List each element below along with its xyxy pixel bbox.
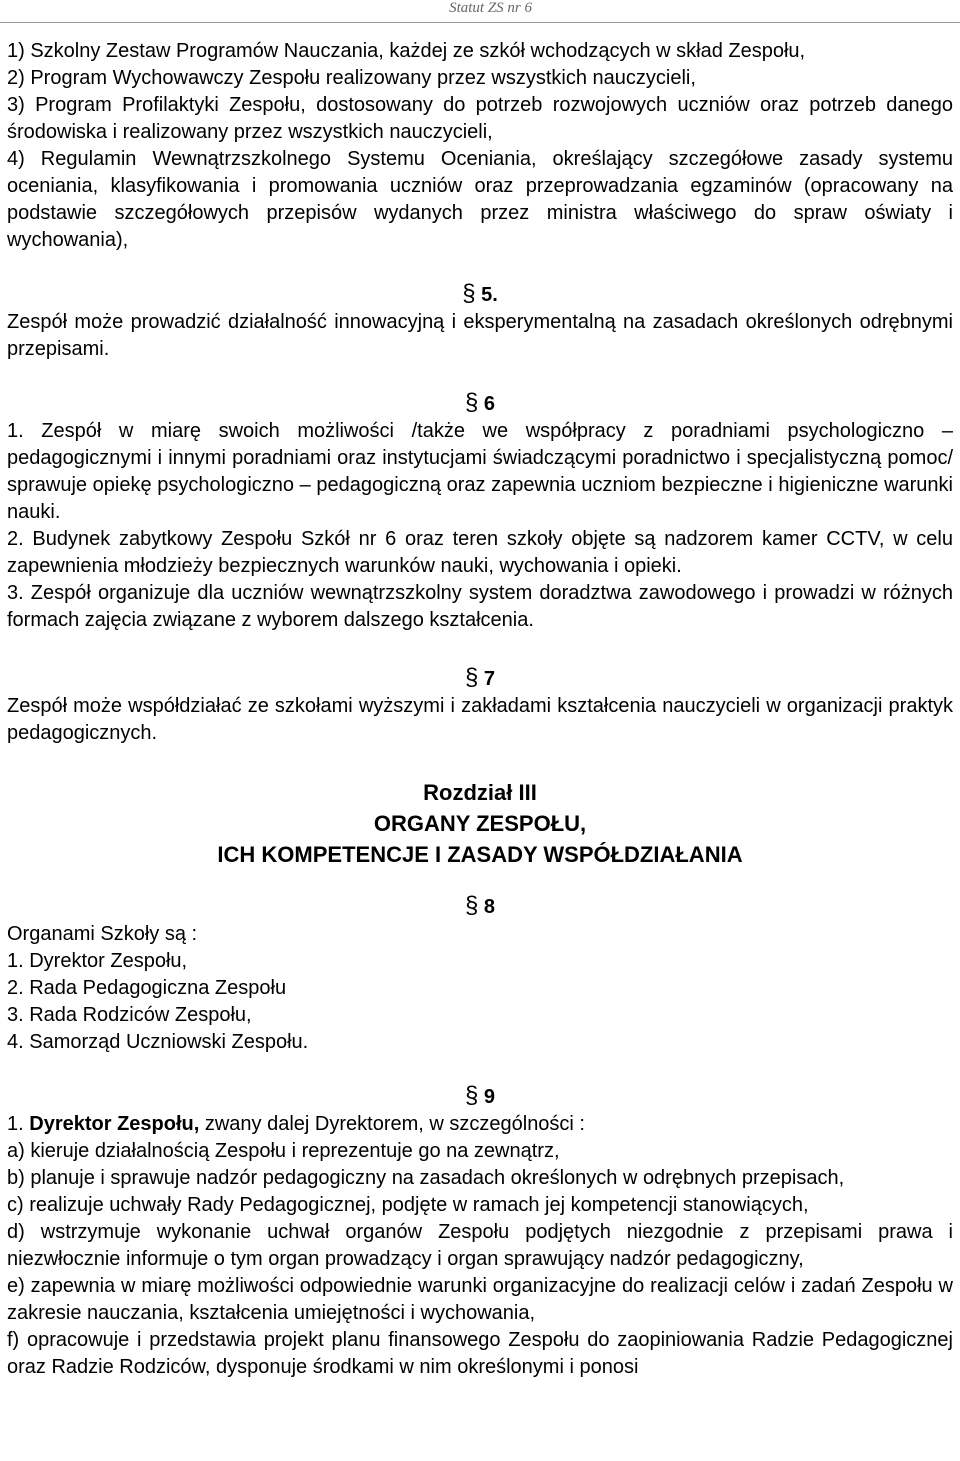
section-number: 8 [483, 896, 496, 918]
page-header [0, 0, 960, 23]
section-sign: § [464, 1082, 479, 1109]
section-number: 6 [483, 393, 496, 415]
organ-item-4: 4. Samorząd Uczniowski Zespołu. [7, 1031, 309, 1053]
lead-number: 1. [7, 1113, 24, 1135]
director-duty-e: e) zapewnia w miarę możliwości odpowiednie warunki organizacyjne do realizacji celów i zadań Zespołu w zakresie nauczania, kształcenia umiejętności i wychowania, [7, 1275, 953, 1324]
section-6-heading [7, 389, 953, 418]
intro-item-3: 3) Program Profilaktyki Zespołu, dostosowany do potrzeb rozwojowych uczniów oraz potrzeb danego środowiska i realizowany przez wszystkich nauczycieli, [7, 94, 953, 143]
section-6-paragraph-3: 3. Zespół organizuje dla uczniów wewnątrzszkolny system doradztwa zawodowego i prowadzi w różnych formach zajęcia związane z wyborem dalszego kształcenia. [7, 582, 953, 631]
section-7-text: Zespół może współdziałać ze szkołami wyższymi i zakładami kształcenia nauczycieli w organizacji praktyk pedagogicznych. [7, 695, 953, 744]
director-duty-d: d) wstrzymuje wykonanie uchwał organów Zespołu podjętych niezgodnie z przepisami prawa i niezwłocznie informuje o tym organ prowadzący i organ sprawujący nadzór pedagogiczny, [7, 1221, 953, 1270]
section-9-heading [7, 1082, 953, 1111]
document-title: Statut ZS nr 6 [449, 0, 532, 16]
section-number: 7 [483, 668, 496, 690]
director-duty-b: b) planuje i sprawuje nadzór pedagogiczny na zasadach określonych w odrębnych przepisach, [7, 1167, 845, 1189]
lead-rest: zwany dalej Dyrektorem, w szczególności : [199, 1113, 585, 1135]
intro-item-2: 2) Program Wychowawczy Zespołu realizowany przez wszystkich nauczycieli, [7, 67, 696, 89]
section-sign: § [464, 892, 479, 919]
intro-item-1: 1) Szkolny Zestaw Programów Nauczania, każdej ze szkół wchodzących w skład Zespołu, [7, 40, 806, 62]
organ-item-3: 3. Rada Rodziców Zespołu, [7, 1004, 252, 1026]
director-duty-f: f) opracowuje i przedstawia projekt planu finansowego Zespołu do zaopiniowania Radzie Pedagogicznej oraz Radzie Rodziców, dysponuje środkami w nim określonymi i ponosi [7, 1329, 953, 1378]
organ-item-1: 1. Dyrektor Zespołu, [7, 950, 188, 972]
section-6-paragraph-2: 2. Budynek zabytkowy Zespołu Szkół nr 6 oraz teren szkoły objęte są nadzorem kamer CCTV, w celu zapewnienia młodzieży bezpiecznych warunków nauki, wychowania i opieki. [7, 528, 953, 577]
section-5-text: Zespół może prowadzić działalność innowacyjną i eksperymentalną na zasadach określonych odrębnymi przepisami. [7, 311, 953, 360]
section-sign: § [464, 664, 479, 691]
section-7-heading [7, 664, 953, 693]
section-number: 9 [483, 1086, 496, 1108]
intro-item-4: 4) Regulamin Wewnątrzszkolnego Systemu Oceniania, określający szczegółowe zasady systemu oceniania, klasyfikowania i promowania uczniów oraz przeprowadzania egzaminów (opracowany na podstawie szczegółowych przepisów wydanych przez ministra właściwego do spraw oświaty i wychowania), [7, 148, 953, 251]
section-5-heading [7, 280, 953, 309]
chapter-subtitle-1: ORGANY ZESPOŁU, [373, 811, 587, 836]
section-number: 5. [481, 284, 498, 306]
section-9-lead [7, 1111, 953, 1138]
document-body [7, 38, 953, 1381]
section-8-heading [7, 892, 953, 921]
lead-bold: Dyrektor Zespołu, [29, 1113, 200, 1135]
organ-item-2: 2. Rada Pedagogiczna Zespołu [7, 977, 287, 999]
section-6-paragraph-1: 1. Zespół w miarę swoich możliwości /także we współpracy z poradniami psychologiczno – pedagogicznymi i innymi poradniami oraz instytucjami świadczącymi poradnictwo i specjalistyczną pomoc/ sprawuje opiekę psychologiczno – pedagogiczną oraz zapewnia uczniom bezpieczne i higieniczne warunki nauki. [7, 420, 953, 523]
section-sign: § [464, 389, 479, 416]
section-sign: § [462, 280, 476, 307]
section-8-intro: Organami Szkoły są : [7, 923, 198, 945]
chapter-subtitle-2: ICH KOMPETENCJE I ZASADY WSPÓŁDZIAŁANIA [217, 842, 743, 867]
director-duty-a: a) kieruje działalnością Zespołu i reprezentuje go na zewnątrz, [7, 1140, 560, 1162]
director-duty-c: c) realizuje uchwały Rady Pedagogicznej, podjęte w ramach jej kompetencji stanowiących, [7, 1194, 809, 1216]
chapter-title: Rozdział III [423, 780, 537, 805]
